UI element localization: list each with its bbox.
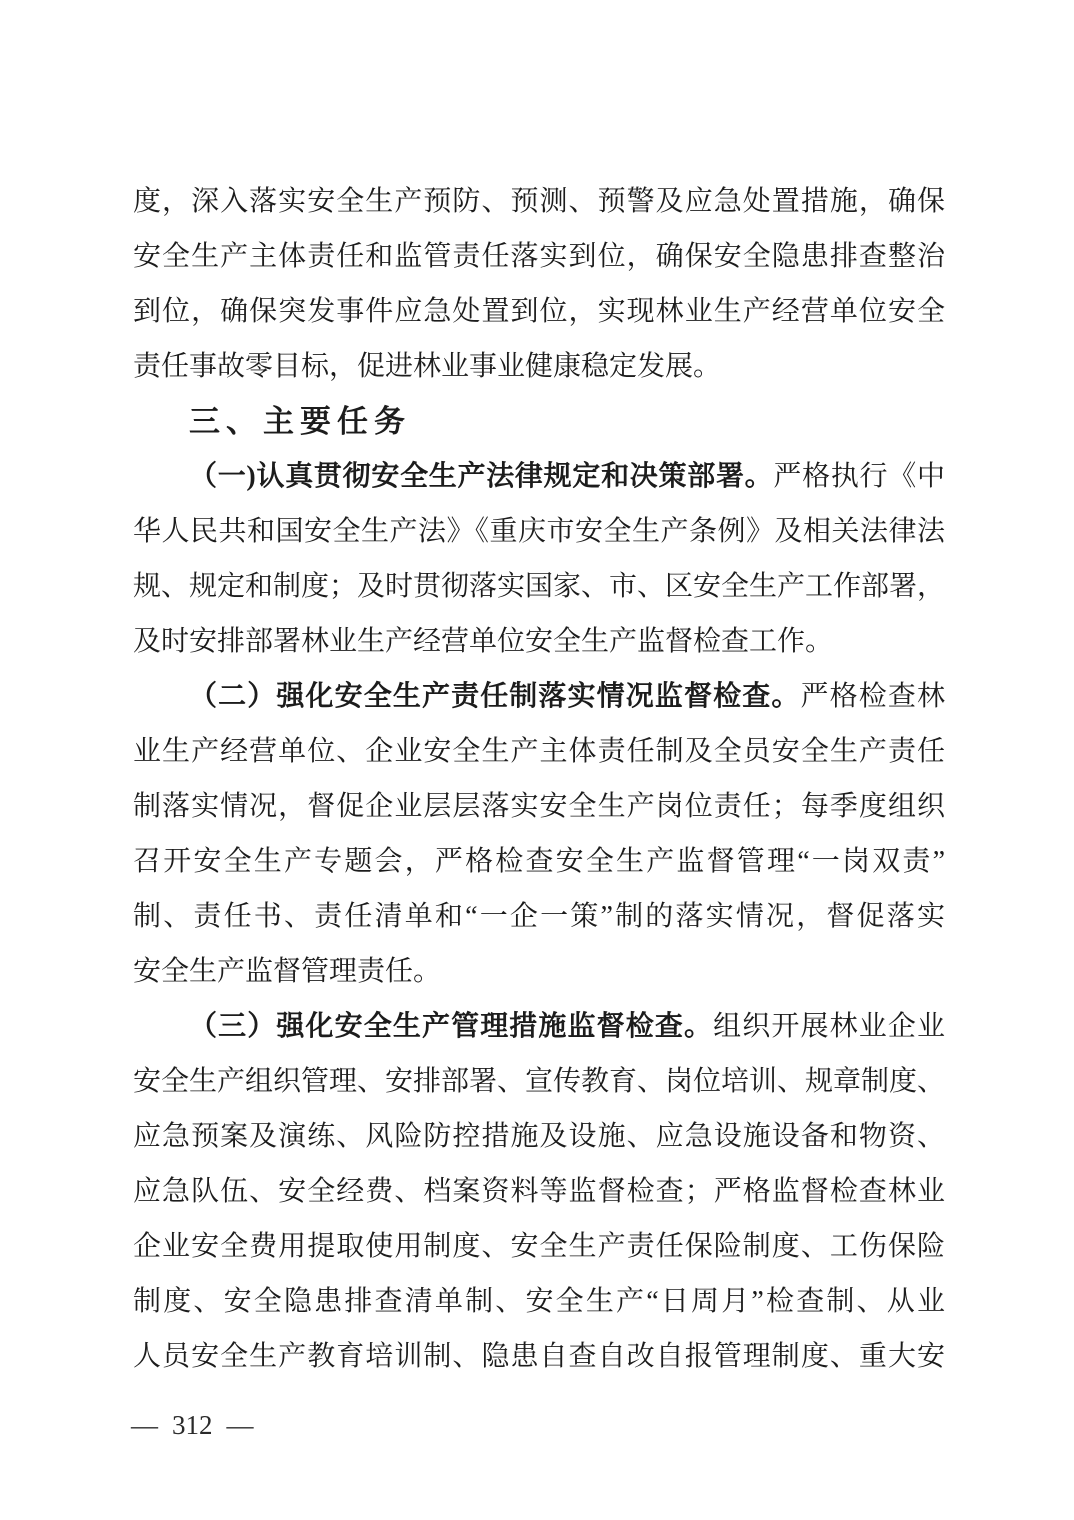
para-item2-line [133,944,945,999]
para-item3-line [133,1109,945,1164]
footer-dash-left: — [131,1410,158,1440]
page-footer [131,1410,254,1441]
para-item3-line [133,1164,945,1219]
para-continuation-line [133,284,945,339]
text-segment: 制、责任书、责任清单和“一企一策”制的落实情况，督促落实 [133,901,945,932]
text-segment: 业生产经营单位、企业安全生产主体责任制及全员安全生产责任 [133,736,945,767]
para-item2-line [133,779,945,834]
bold-text-segment: （三）强化安全生产管理措施监督检查。 [189,1011,714,1042]
text-segment: 安全生产组织管理、安排部署、宣传教育、岗位培训、规章制度、 [133,1066,946,1097]
para-continuation-line [133,229,945,284]
para-item3-line [133,1054,945,1109]
text-segment: 严格执行《中 [773,461,945,492]
text-segment: 严格检查林 [800,681,945,712]
para-item3-line [133,999,945,1054]
para-item1-line [133,614,945,669]
para-item1-line [133,504,945,559]
text-segment: 到位，确保突发事件应急处置到位，实现林业生产经营单位安全 [133,296,945,327]
para-continuation-line [133,174,945,229]
para-item1-line [133,449,945,504]
text-segment: 度，深入落实安全生产预防、预测、预警及应急处置措施，确保 [133,186,945,217]
para-item3-line [133,1219,945,1274]
bold-text-segment: 三、主要任务 [189,404,411,439]
text-segment: 企业安全费用提取使用制度、安全生产责任保险制度、工伤保险 [133,1231,945,1262]
text-segment: 组织开展林业企业 [713,1011,945,1042]
text-segment: 应急预案及演练、风险防控措施及设施、应急设施设备和物资、 [133,1121,945,1152]
para-item2-line [133,669,945,724]
bold-text-segment: （二）强化安全生产责任制落实情况监督检查。 [189,681,801,712]
text-segment: 华人民共和国安全生产法》《重庆市安全生产条例》及相关法律法 [133,516,945,547]
text-segment: 安全生产监督管理责任。 [133,956,442,987]
para-continuation-line [133,339,945,394]
para-item2-line [133,889,945,944]
text-segment: 责任事故零目标，促进林业事业健康稳定发展。 [133,351,722,382]
text-segment: 召开安全生产专题会，严格检查安全生产监督管理“一岗双责” [133,846,945,877]
para-item1-line [133,559,945,614]
para-item3-line [133,1329,945,1384]
page-number: 312 [172,1410,213,1440]
para-item2-line [133,724,945,779]
text-segment: 规、规定和制度；及时贯彻落实国家、市、区安全生产工作部署， [133,571,946,602]
text-segment: 应急队伍、安全经费、档案资料等监督检查；严格监督检查林业 [133,1176,945,1207]
text-segment: 及时安排部署林业生产经营单位安全生产监督检查工作。 [133,626,834,657]
text-segment: 人员安全生产教育培训制、隐患自查自改自报管理制度、重大安 [133,1341,945,1372]
text-segment: 安全生产主体责任和监管责任落实到位，确保安全隐患排查整治 [133,241,945,272]
content [133,174,945,1384]
bold-text-segment: （一)认真贯彻安全生产法律规定和决策部署。 [189,461,774,492]
text-segment: 制落实情况，督促企业层层落实安全生产岗位责任；每季度组织 [133,791,945,822]
para-item2-line [133,834,945,889]
section-heading [133,394,945,449]
text-segment: 制度、安全隐患排查清单制、安全生产“日周月”检查制、从业 [133,1286,945,1317]
para-item3-line [133,1274,945,1329]
footer-dash-right: — [226,1410,254,1440]
